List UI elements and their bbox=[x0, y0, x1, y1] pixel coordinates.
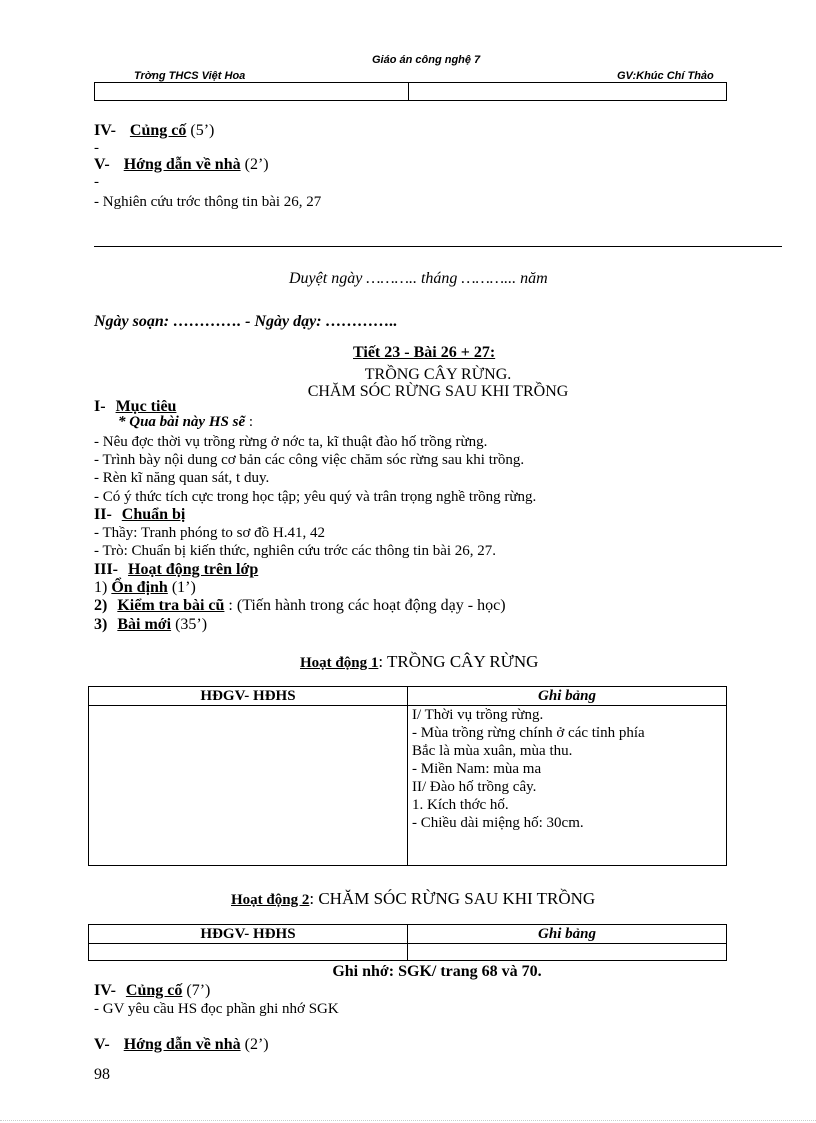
teacher-name: GV:Khúc Chí Thảo bbox=[617, 70, 714, 82]
step-label: Ổn định bbox=[111, 579, 168, 596]
memo-line: Ghi nhớ: SGK/ trang 68 và 70. bbox=[332, 963, 542, 980]
section-number: V- bbox=[94, 1036, 110, 1053]
objective-item: - Có ý thức tích cực trong học tập; yêu quý và trân trọng nghề trồng rừng. bbox=[94, 489, 537, 505]
homework-heading bbox=[94, 1036, 269, 1054]
table-cell-activities bbox=[89, 706, 408, 866]
section-label: Mục tiêu bbox=[115, 398, 177, 415]
section-time: (2’) bbox=[244, 1036, 269, 1053]
lesson-title-2: CHĂM SÓC RỪNG SAU KHI TRỒNG bbox=[307, 383, 569, 400]
step-time: (35’) bbox=[175, 616, 208, 633]
intro-colon: : bbox=[245, 414, 254, 430]
objective-item: - Trình bày nội dung cơ bản các công việc chăm sóc rừng sau khi trồng. bbox=[94, 452, 525, 468]
step-text: : (Tiến hành trong các hoạt động dạy - học) bbox=[228, 597, 506, 614]
preparation-heading bbox=[94, 506, 185, 524]
dash-line: - bbox=[94, 140, 99, 156]
activities-heading bbox=[94, 561, 258, 579]
consolidation-heading bbox=[94, 982, 210, 1000]
note-line: - Miền Nam: mùa ma bbox=[412, 761, 542, 777]
activity2-heading bbox=[231, 889, 595, 909]
table-header-hdgv: HĐGV- HĐHS bbox=[89, 687, 408, 706]
prev-consolidation-heading bbox=[94, 122, 214, 140]
homework-item: - Nghiên cứu trớc thông tin bài 26, 27 bbox=[94, 194, 322, 210]
preparation-student: - Trò: Chuẩn bị kiến thức, nghiên cứu trớc các thông tin bài 26, 27. bbox=[94, 543, 497, 559]
header-table bbox=[94, 82, 727, 101]
divider-line bbox=[94, 246, 782, 247]
step-new-lesson bbox=[94, 616, 207, 634]
intro-text: * Qua bài này HS sẽ bbox=[118, 414, 246, 430]
step-number: 1) bbox=[94, 579, 108, 596]
section-label: Củng cố bbox=[129, 122, 187, 139]
section-time: (5’) bbox=[190, 122, 215, 139]
activity-title: : CHĂM SÓC RỪNG SAU KHI TRỒNG bbox=[309, 889, 596, 908]
section-time: (7’) bbox=[186, 982, 211, 999]
page-number: 98 bbox=[94, 1066, 110, 1083]
step-label: Kiểm tra bài cũ bbox=[117, 597, 225, 614]
lesson-number: Tiết 23 - Bài 26 + 27: bbox=[353, 344, 496, 361]
activity-title: : TRỒNG CÂY RỪNG bbox=[378, 652, 539, 671]
table-cell-activities bbox=[89, 944, 408, 961]
table-header-hdgv: HĐGV- HĐHS bbox=[89, 925, 408, 944]
objectives-intro bbox=[118, 414, 253, 431]
section-label: Củng cố bbox=[125, 982, 183, 999]
step-stabilize bbox=[94, 579, 196, 597]
section-label: Chuẩn bị bbox=[121, 506, 186, 523]
step-label: Bài mới bbox=[117, 616, 172, 633]
table-cell-notes bbox=[408, 706, 727, 866]
step-number: 2) bbox=[94, 597, 108, 614]
section-label: Hớng dẫn về nhà bbox=[123, 1036, 241, 1053]
note-line: - Chiều dài miệng hố: 30cm. bbox=[412, 815, 584, 831]
school-name: Trờng THCS Việt Hoa bbox=[134, 70, 246, 82]
table-header-ghibang: Ghi bảng bbox=[408, 687, 727, 706]
activity1-table bbox=[88, 686, 727, 866]
table-cell-notes bbox=[408, 944, 727, 961]
activity-label: Hoạt động 2 bbox=[231, 892, 310, 908]
step-number: 3) bbox=[94, 616, 108, 633]
objective-item: - Nêu đợc thời vụ trồng rừng ở nớc ta, kĩ thuật đào hố trồng rừng. bbox=[94, 434, 488, 450]
preparation-teacher: - Thầy: Tranh phóng to sơ đồ H.41, 42 bbox=[94, 525, 325, 541]
note-line: - Mùa trồng rừng chính ở các tỉnh phía bbox=[412, 725, 645, 741]
consolidation-item: - GV yêu cầu HS đọc phần ghi nhớ SGK bbox=[94, 1001, 339, 1017]
step-check-old-lesson bbox=[94, 597, 506, 615]
dates-line: Ngày soạn: …………. - Ngày dạy: ………….. bbox=[94, 313, 398, 330]
prev-homework-heading bbox=[94, 156, 269, 174]
note-line: I/ Thời vụ trồng rừng. bbox=[412, 707, 544, 723]
section-time: (2’) bbox=[244, 156, 269, 173]
section-label: Hớng dẫn về nhà bbox=[123, 156, 241, 173]
dash-line: - bbox=[94, 174, 99, 190]
section-number: II- bbox=[94, 506, 112, 523]
activity-label: Hoạt động 1 bbox=[300, 655, 379, 671]
note-line: Bắc là mùa xuân, mùa thu. bbox=[412, 743, 573, 759]
approval-line: Duyệt ngày ……….. tháng ………... năm bbox=[289, 270, 548, 287]
section-number: IV- bbox=[94, 122, 116, 139]
activity1-heading bbox=[300, 652, 538, 672]
page-bottom-edge bbox=[0, 1120, 816, 1121]
section-number: IV- bbox=[94, 982, 116, 999]
section-number: III- bbox=[94, 561, 119, 578]
activity2-table bbox=[88, 924, 727, 961]
step-time: (1’) bbox=[171, 579, 196, 596]
table-header-ghibang: Ghi bảng bbox=[408, 925, 727, 944]
note-line: II/ Đào hố trồng cây. bbox=[412, 779, 537, 795]
section-number: V- bbox=[94, 156, 110, 173]
lesson-title-1: TRỒNG CÂY RỪNG. bbox=[364, 366, 512, 383]
section-number: I- bbox=[94, 398, 106, 415]
note-line: 1. Kích thớc hố. bbox=[412, 797, 509, 813]
document-header-title: Giáo án công nghệ 7 bbox=[372, 54, 481, 66]
section-label: Hoạt động trên lớp bbox=[128, 561, 259, 578]
objective-item: - Rèn kĩ năng quan sát, t duy. bbox=[94, 470, 270, 486]
